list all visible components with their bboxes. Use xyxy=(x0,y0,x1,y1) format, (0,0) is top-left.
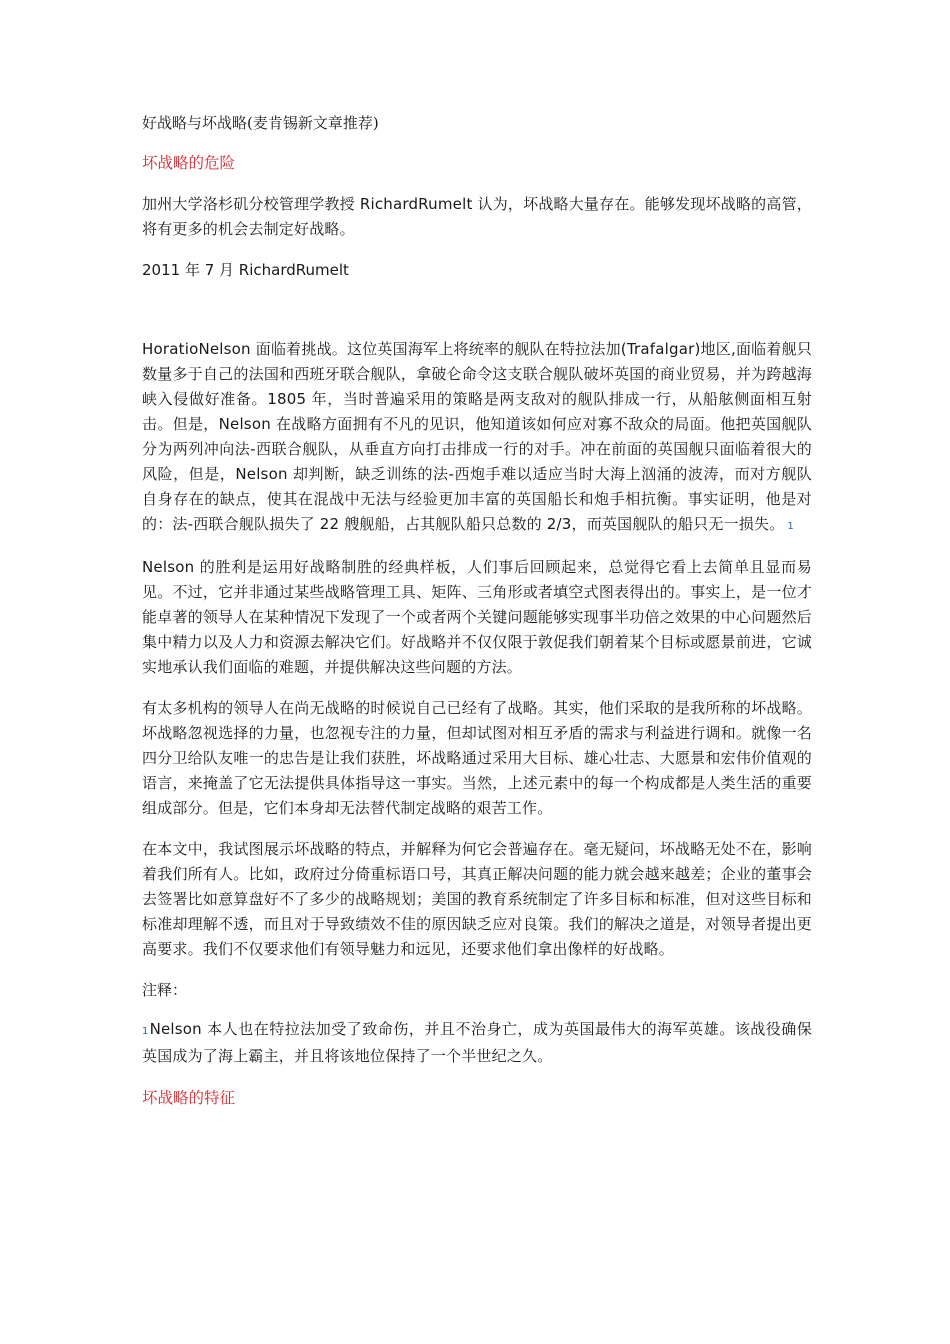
footnote-number: 1 xyxy=(142,1026,149,1037)
footnote-reference-link[interactable]: 1 xyxy=(787,521,794,532)
notes-label: 注释： xyxy=(142,981,188,999)
date-author-line: 2011 年 7 月 RichardRumelt xyxy=(142,261,349,279)
document-title: 好战略与坏战略(麦肯锡新文章推荐) xyxy=(142,114,379,132)
intro-paragraph: 加州大学洛杉矶分校管理学教授 RichardRumelt 认为，坏战略大量存在。能够发现坏战略的高管，将有更多的机会去制定好战略。 xyxy=(142,195,812,238)
paragraph-article-purpose: 在本文中，我试图展示坏战略的特点，并解释为何它会普遍存在。毫无疑问，坏战略无处不在，影响着我们所有人。比如，政府过分倚重标语口号，其真正解决问题的能力就会越来越差；企业的董事会去签署比如意算盘好不了多少的战略规划；美国的教育系统制定了许多目标和标准，但对这些目标和标准却理解不透，而且对于导致绩效不佳的原因缺乏应对良策。我们的解决之道是，对领导者提出更高要求。我们不仅要求他们有领导魅力和远见，还要求他们拿出像样的好战略。 xyxy=(142,840,812,958)
section-heading-dangers: 坏战略的危险 xyxy=(142,154,236,172)
paragraph-nelson-battle xyxy=(142,337,812,539)
paragraph-nelson-battle-text: HoratioNelson 面临着挑战。这位英国海军上将统率的舰队在特拉法加(Trafalgar)地区,面临着舰只数量多于自己的法国和西班牙联合舰队，拿破仑命令这支联合舰队破坏英国的商业贸易，并为跨越海峡入侵做好准备。1805 年，当时普遍采用的策略是两支敌对的舰队排成一行，从船舷侧面相互射击。但是，Nelson 在战略方面拥有不凡的见识，他知道该如何应对寡不敌众的局面。他把英国舰队分为两列冲向法-西联合舰队，从垂直方向打击排成一行的对手。冲在前面的英国舰只面临着很大的风险，但是，Nelson 却判断，缺乏训练的法-西炮手难以适应当时大海上汹涌的波涛，而对方舰队自身存在的缺点，使其在混战中无法与经验更加丰富的英国船长和炮手相抗衡。事实证明，他是对的：法-西联合舰队损失了 22 艘舰船，占其舰队船只总数的 2/3，而英国舰队的船只无一损失。 xyxy=(142,340,812,533)
footnote-item xyxy=(142,1017,812,1069)
section-heading-features: 坏战略的特征 xyxy=(142,1089,236,1107)
document-page xyxy=(142,110,812,1127)
footnote-text: Nelson 本人也在特拉法加受了致命伤，并且不治身亡，成为英国最伟大的海军英雄。该战役确保英国成为了海上霸主，并且将该地位保持了一个半世纪之久。 xyxy=(142,1020,812,1065)
paragraph-good-strategy: Nelson 的胜利是运用好战略制胜的经典样板，人们事后回顾起来，总觉得它看上去简单且显而易见。不过，它并非通过某些战略管理工具、矩阵、三角形或者填空式图表得出的。事实上，是一位才能卓著的领导人在某种情况下发现了一个或者两个关键问题能够实现事半功倍之效果的中心问题然后集中精力以及人力和资源去解决它们。好战略并不仅仅限于敦促我们朝着某个目标或愿景前进，它诚实地承认我们面临的难题，并提供解决这些问题的方法。 xyxy=(142,558,812,676)
paragraph-bad-strategy: 有太多机构的领导人在尚无战略的时候说自己已经有了战略。其实，他们采取的是我所称的坏战略。坏战略忽视选择的力量，也忽视专注的力量，但却试图对相互矛盾的需求与利益进行调和。就像一名四分卫给队友唯一的忠告是让我们获胜，坏战略通过采用大目标、雄心壮志、大愿景和宏伟价值观的语言，来掩盖了它无法提供具体指导这一事实。当然，上述元素中的每一个构成都是人类生活的重要组成部分。但是，它们本身却无法替代制定战略的艰苦工作。 xyxy=(142,699,812,817)
